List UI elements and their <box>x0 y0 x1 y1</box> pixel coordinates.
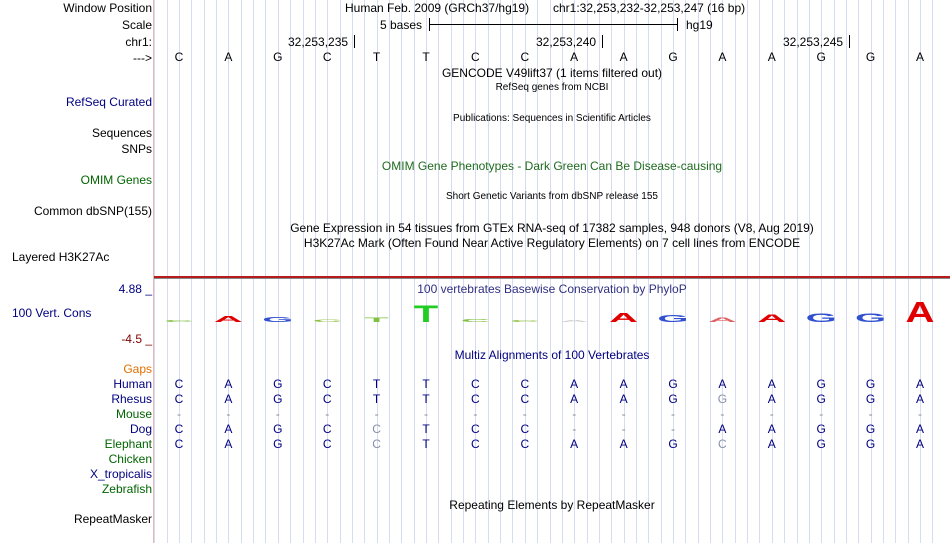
alignment-base-mouse: - <box>918 407 922 421</box>
grid-line <box>883 0 884 543</box>
grid-line <box>722 0 723 543</box>
alignment-base-dog: G <box>865 422 876 436</box>
grid-line <box>204 0 205 543</box>
label-phylop-max: 4.88 _ <box>118 282 152 296</box>
phylop-logo <box>154 296 950 324</box>
grid-line <box>821 0 822 543</box>
alignment-base-rhesus: G <box>865 392 876 406</box>
label-species-rhesus: Rhesus <box>111 392 152 406</box>
alignment-base-mouse: - <box>769 407 774 421</box>
alignment-base-elephant: G <box>865 437 876 451</box>
grid-line <box>340 0 341 543</box>
track-publications-title: Publications: Sequences in Scientific Articles <box>453 113 651 124</box>
grid-line <box>871 0 872 543</box>
alignment-base-human: A <box>619 377 628 391</box>
grid-line <box>401 0 402 543</box>
grid-line <box>191 0 192 543</box>
grid-line <box>698 0 699 543</box>
phylop-letter: A <box>905 296 935 324</box>
base: G <box>668 50 678 64</box>
track-h3k27ac-title: H3K27Ac Mark (Often Found Near Active Regulatory Elements) on 7 cell lines from ENCODE <box>303 236 801 250</box>
alignment-base-elephant: G <box>273 437 283 451</box>
phylop-letter: C <box>510 319 540 323</box>
alignment-base-elephant: C <box>520 437 530 451</box>
label-chr: chr1: <box>125 35 152 49</box>
base: A <box>619 50 628 64</box>
base: A <box>570 50 579 64</box>
alignment-base-human: C <box>322 377 332 391</box>
alignment-base-dog: C <box>322 422 332 436</box>
coord-3: 32,253,245 <box>783 35 844 49</box>
grid-line <box>488 0 489 543</box>
base: C <box>520 50 530 64</box>
grid-line <box>759 0 760 543</box>
alignment-base-human: C <box>471 377 480 391</box>
grid-line <box>920 0 921 543</box>
track-omim-pheno-title: OMIM Gene Phenotypes - Dark Green Can Be Disease-causing <box>381 159 723 173</box>
track-labels <box>0 0 152 543</box>
grid-line <box>797 0 798 543</box>
grid-line <box>685 0 686 543</box>
grid-line <box>253 0 254 543</box>
grid-line <box>278 0 279 543</box>
grid-line <box>438 0 439 543</box>
track-phylop-title: 100 vertebrates Basewise Conservation by PhyloP <box>417 282 687 296</box>
base: A <box>767 50 776 64</box>
alignment-base-elephant: A <box>224 437 233 451</box>
alignment-base-mouse: - <box>473 407 478 421</box>
phylop-letter: A <box>213 314 243 324</box>
grid-line <box>154 0 155 543</box>
alignment-base-dog: - <box>621 422 626 436</box>
alignment-base-dog: C <box>520 422 530 436</box>
grid-line <box>414 0 415 543</box>
grid-line <box>463 0 464 543</box>
alignment-base-dog: T <box>422 422 430 436</box>
grid-line <box>352 0 353 543</box>
alignment-base-elephant: C <box>322 437 332 451</box>
base: G <box>865 50 876 64</box>
alignment-base-dog: G <box>816 422 826 436</box>
alignment-base-human: A <box>718 377 727 391</box>
alignment-base-rhesus: A <box>767 392 776 406</box>
phylop-letter: C <box>164 319 194 323</box>
label-species-xtropicalis: X_tropicalis <box>89 467 152 481</box>
grid-line <box>846 0 847 543</box>
label-common-dbsnp[interactable]: Common dbSNP(155) <box>33 204 152 218</box>
alignment-base-rhesus: A <box>224 392 233 406</box>
grid-line <box>216 0 217 543</box>
label-100-vert-cons[interactable]: 100 Vert. Cons <box>12 306 92 320</box>
grid-line <box>315 0 316 543</box>
alignment-base-human: T <box>372 377 381 391</box>
alignment-base-rhesus: G <box>717 392 728 406</box>
alignment-base-elephant: C <box>174 437 184 451</box>
alignment-base-human: A <box>915 377 924 391</box>
alignment-base-rhesus: T <box>372 392 381 406</box>
alignment-base-mouse: - <box>325 407 330 421</box>
phylop-letter: A <box>559 319 589 323</box>
base: C <box>471 50 480 64</box>
grid-line <box>661 0 662 543</box>
track-repeatmasker-title: Repeating Elements by RepeatMasker <box>449 498 655 512</box>
alignment-base-dog: - <box>671 422 675 436</box>
label-phylop-min: -4.5 _ <box>121 332 152 346</box>
alignment-base-mouse: - <box>819 407 824 421</box>
alignment-base-dog: C <box>174 422 184 436</box>
alignment-base-mouse: - <box>868 407 873 421</box>
alignment-base-mouse: - <box>671 407 675 421</box>
label-window-position: Window Position <box>63 1 152 15</box>
alignment-base-elephant: A <box>570 437 579 451</box>
base: G <box>273 50 283 64</box>
coord-tick-3 <box>849 35 850 48</box>
alignment-base-elephant: C <box>471 437 480 451</box>
grid-line <box>475 0 476 543</box>
grid-line <box>772 0 773 543</box>
scale-bar-right-tick <box>677 18 678 31</box>
coord-1: 32,253,235 <box>288 35 349 49</box>
grid-line <box>834 0 835 543</box>
alignment-base-rhesus: G <box>816 392 826 406</box>
alignment-base-rhesus: G <box>668 392 678 406</box>
grid-line <box>673 0 674 543</box>
label-omim-genes[interactable]: OMIM Genes <box>80 173 152 187</box>
alignment-base-rhesus: A <box>570 392 579 406</box>
alignment-base-mouse: - <box>226 407 231 421</box>
alignment-base-mouse: - <box>275 407 280 421</box>
alignment-base-rhesus: C <box>174 392 184 406</box>
label-sequences[interactable]: Sequences <box>91 126 152 140</box>
label-species-chicken: Chicken <box>108 452 152 466</box>
phylop-letter: A <box>757 312 787 324</box>
alignment-base-dog: A <box>224 422 233 436</box>
grid-line <box>241 0 242 543</box>
alignment-base-elephant: C <box>372 437 381 451</box>
phylop-letter: G <box>657 313 689 324</box>
label-repeatmasker[interactable]: RepeatMasker <box>73 512 152 526</box>
alignment-base-mouse: - <box>720 407 725 421</box>
grid-line <box>228 0 229 543</box>
phylop-letter: G <box>262 315 294 324</box>
grid-line <box>364 0 365 543</box>
grid-line <box>167 0 168 543</box>
alignment-base-rhesus: A <box>915 392 924 406</box>
phylop-letter: A <box>707 316 737 324</box>
position-label: chr1:32,253,232-32,253,247 (16 bp) <box>553 1 746 15</box>
grid-line <box>636 0 637 543</box>
grid-line <box>426 0 427 543</box>
label-species-mouse: Mouse <box>115 407 152 421</box>
grid-line <box>895 0 896 543</box>
alignment-base-dog: A <box>767 422 776 436</box>
coord-tick-2 <box>602 35 603 48</box>
label-species-human: Human <box>113 377 152 391</box>
label-layered-h3k27ac[interactable]: Layered H3K27Ac <box>12 250 110 264</box>
alignment-base-mouse: - <box>177 407 181 421</box>
grid-line <box>611 0 612 543</box>
alignment-base-human: A <box>767 377 776 391</box>
label-species-zebrafish: Zebrafish <box>101 482 152 496</box>
label-refseq-curated[interactable]: RefSeq Curated <box>65 95 152 109</box>
alignment-base-mouse: - <box>424 407 428 421</box>
alignment-base-human: G <box>816 377 826 391</box>
alignment-base-dog: A <box>915 422 924 436</box>
alignment-base-human: G <box>273 377 283 391</box>
grid-line <box>735 0 736 543</box>
alignment-base-human: C <box>174 377 184 391</box>
alignment-base-elephant: A <box>619 437 628 451</box>
track-refseq-subtitle: RefSeq genes from NCBI <box>495 82 609 93</box>
track-multiz-title: Multiz Alignments of 100 Vertebrates <box>454 348 650 362</box>
scale-db: hg19 <box>686 18 713 32</box>
grid-line <box>710 0 711 543</box>
base: G <box>816 50 826 64</box>
grid-line <box>303 0 304 543</box>
alignment-base-mouse: - <box>621 407 626 421</box>
grid-line <box>648 0 649 543</box>
alignment-base-elephant: T <box>422 437 430 451</box>
alignment-base-dog: A <box>718 422 727 436</box>
alignment-base-mouse: - <box>522 407 527 421</box>
alignment-base-dog: G <box>273 422 283 436</box>
alignment-base-dog: C <box>372 422 381 436</box>
phylop-letter: G <box>805 311 837 324</box>
label-scale: Scale <box>121 18 152 32</box>
alignment-base-human: T <box>422 377 430 391</box>
alignment-base-dog: C <box>471 422 480 436</box>
alignment-base-rhesus: C <box>322 392 332 406</box>
alignment-base-human: A <box>570 377 579 391</box>
phylop-letter: G <box>855 311 887 324</box>
alignment-base-rhesus: C <box>471 392 480 406</box>
phylop-letter: A <box>609 310 639 324</box>
track-gencode-title[interactable]: GENCODE V49lift37 (1 items filtered out) <box>441 66 663 80</box>
alignment-base-dog: - <box>572 422 577 436</box>
alignment-base-human: A <box>224 377 233 391</box>
grid-line <box>389 0 390 543</box>
phylop-letter: T <box>364 316 389 324</box>
phylop-letter: C <box>312 318 342 323</box>
alignment-base-elephant: G <box>668 437 678 451</box>
base: A <box>915 50 924 64</box>
grid-line <box>327 0 328 543</box>
track-short-variants-title: Short Genetic Variants from dbSNP release 155 <box>446 191 658 202</box>
track-separator-shadow <box>154 278 950 279</box>
label-gaps: Gaps <box>123 362 152 376</box>
alignment-base-elephant: G <box>816 437 826 451</box>
alignment-base-rhesus: T <box>422 392 430 406</box>
label-species-dog: Dog <box>129 422 152 436</box>
label-strand: ---> <box>133 51 152 65</box>
base: A <box>224 50 233 64</box>
alignment-base-elephant: A <box>767 437 776 451</box>
alignment-base-human: G <box>668 377 678 391</box>
label-snps[interactable]: SNPs <box>121 142 152 156</box>
grid-line <box>451 0 452 543</box>
grid-line <box>908 0 909 543</box>
coord-2: 32,253,240 <box>536 35 597 49</box>
alignment-base-elephant: C <box>718 437 727 451</box>
grid-line <box>290 0 291 543</box>
base: T <box>372 50 381 64</box>
grid-line <box>784 0 785 543</box>
base: T <box>422 50 430 64</box>
grid-line <box>377 0 378 543</box>
label-species-elephant: Elephant <box>104 437 152 451</box>
phylop-letter: T <box>413 300 439 324</box>
alignment-base-elephant: A <box>915 437 924 451</box>
base: C <box>174 50 184 64</box>
base: A <box>718 50 727 64</box>
grid-line <box>809 0 810 543</box>
base: C <box>322 50 332 64</box>
grid-line <box>265 0 266 543</box>
alignment-base-rhesus: C <box>520 392 530 406</box>
track-gtex-title: Gene Expression in 54 tissues from GTEx RNA-seq of 17382 samples, 948 donors (V8, Aug 2019) <box>290 221 814 235</box>
alignment-base-rhesus: G <box>273 392 283 406</box>
grid-line <box>179 0 180 543</box>
scale-bar <box>429 24 677 25</box>
grid-line <box>932 0 933 543</box>
grid-line <box>624 0 625 543</box>
alignment-base-human: G <box>865 377 876 391</box>
grid-line <box>747 0 748 543</box>
alignment-base-mouse: - <box>374 407 379 421</box>
scale-text: 5 bases <box>380 18 423 32</box>
assembly-label: Human Feb. 2009 (GRCh37/hg19) <box>345 1 530 15</box>
grid-line <box>858 0 859 543</box>
alignment-base-mouse: - <box>572 407 577 421</box>
phylop-letter: C <box>460 317 490 324</box>
coord-tick-1 <box>354 35 355 48</box>
alignment-base-human: C <box>520 377 530 391</box>
alignment-base-rhesus: A <box>619 392 628 406</box>
